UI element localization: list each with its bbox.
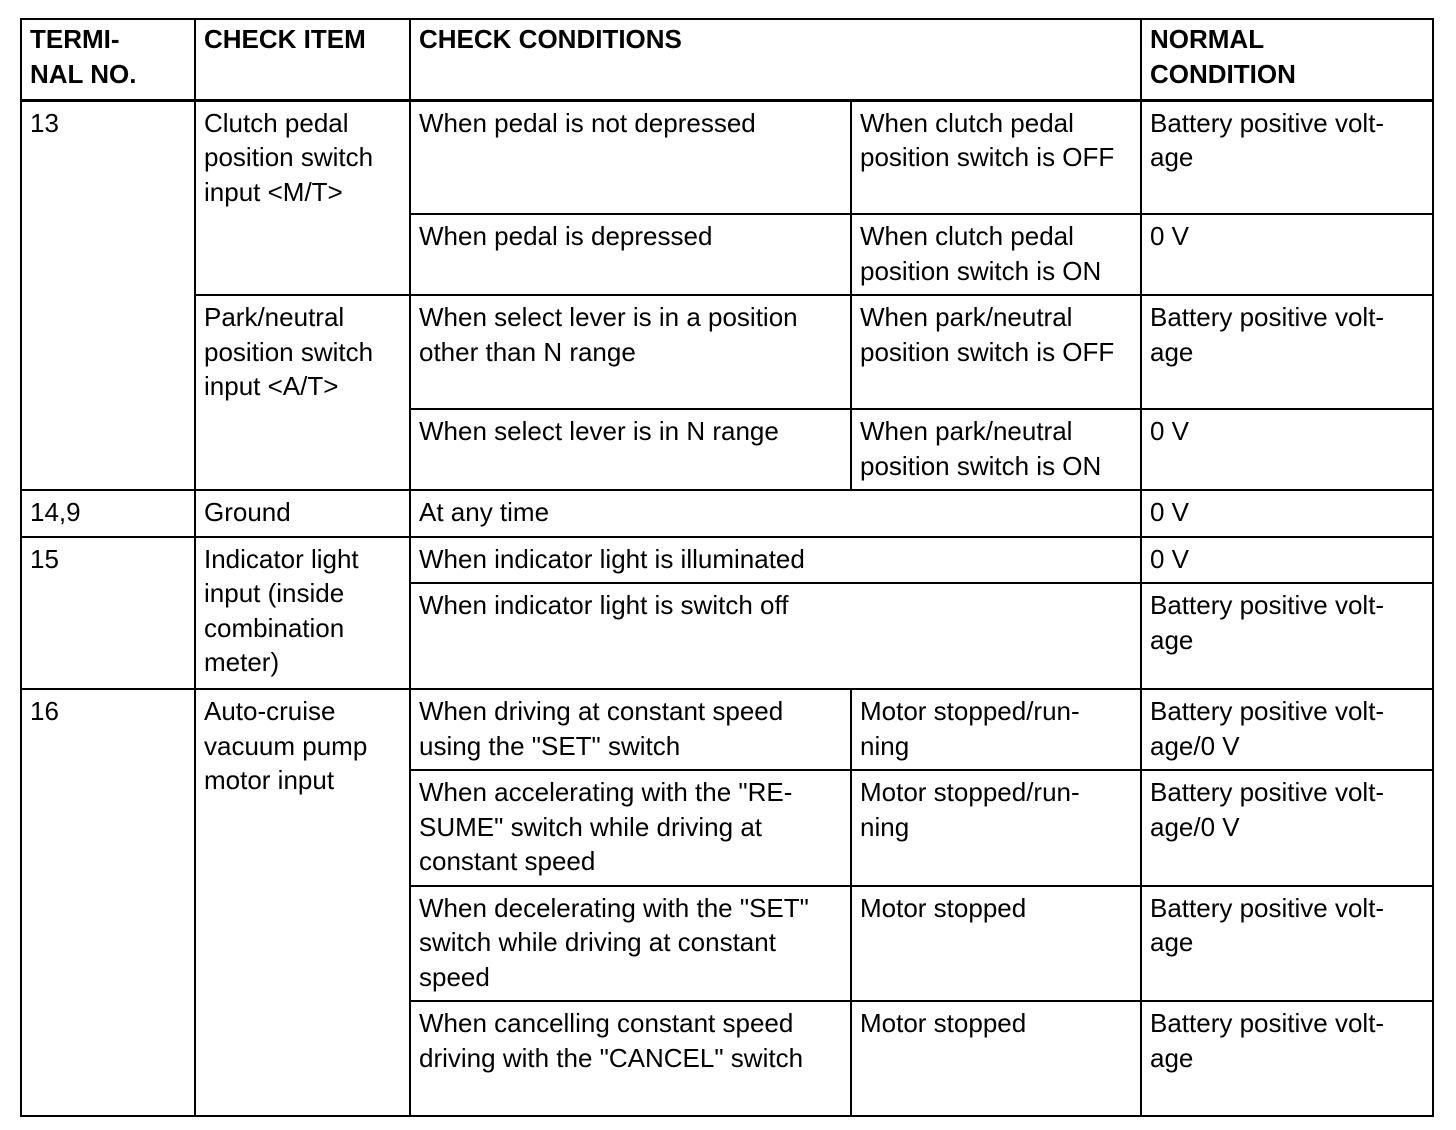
- table-row: [21, 537, 1433, 584]
- check-item-cell: Clutch pedal position switch input <M/T>: [195, 100, 410, 295]
- condition-cell: When pedal is depressed: [410, 214, 851, 295]
- normal-cell: Battery positive volt- age: [1141, 100, 1433, 214]
- state-cell: Motor stopped/run- ning: [851, 770, 1141, 886]
- state-cell: When clutch pedal position switch is ON: [851, 214, 1141, 295]
- normal-cell: Battery positive volt- age: [1141, 1001, 1433, 1116]
- table-row: [21, 490, 1433, 537]
- normal-cell: Battery positive volt- age/0 V: [1141, 770, 1433, 886]
- check-item-cell: Ground: [195, 490, 410, 537]
- normal-cell: Battery positive volt- age: [1141, 886, 1433, 1002]
- table-row: [21, 689, 1433, 770]
- condition-cell: When accelerating with the "RE- SUME" switch while driving at constant speed: [410, 770, 851, 886]
- state-cell: When park/neutral position switch is ON: [851, 409, 1141, 490]
- normal-cell: 0 V: [1141, 409, 1433, 490]
- normal-cell: 0 V: [1141, 537, 1433, 584]
- condition-cell: When cancelling constant speed driving with the "CANCEL" switch: [410, 1001, 851, 1116]
- check-item-cell: Indicator light input (inside combination meter): [195, 537, 410, 690]
- header-check-item: CHECK ITEM: [195, 19, 410, 100]
- state-cell: Motor stopped: [851, 886, 1141, 1002]
- normal-cell: Battery positive volt- age/0 V: [1141, 689, 1433, 770]
- state-cell: When clutch pedal position switch is OFF: [851, 100, 1141, 214]
- header-row: [21, 19, 1433, 100]
- state-cell: When park/neutral position switch is OFF: [851, 295, 1141, 409]
- terminal-cell: 16: [21, 689, 195, 1116]
- normal-cell: Battery positive volt- age: [1141, 295, 1433, 409]
- terminal-cell: 14,9: [21, 490, 195, 537]
- state-cell: Motor stopped/run- ning: [851, 689, 1141, 770]
- table-row: [21, 295, 1433, 409]
- header-check-conditions: CHECK CONDITIONS: [410, 19, 1141, 100]
- state-cell: Motor stopped: [851, 1001, 1141, 1116]
- condition-cell: When select lever is in a position other than N range: [410, 295, 851, 409]
- check-item-cell: Auto-cruise vacuum pump motor input: [195, 689, 410, 1116]
- terminal-cell: 13: [21, 100, 195, 490]
- condition-cell: When driving at constant speed using the "SET" switch: [410, 689, 851, 770]
- condition-cell: When pedal is not depressed: [410, 100, 851, 214]
- header-terminal-no: TERMI- NAL NO.: [21, 19, 195, 100]
- terminal-cell: 15: [21, 537, 195, 690]
- table-row: [21, 100, 1433, 214]
- normal-cell: Battery positive volt- age: [1141, 583, 1433, 689]
- condition-cell: When select lever is in N range: [410, 409, 851, 490]
- condition-cell: When indicator light is switch off: [410, 583, 1141, 689]
- condition-cell: When decelerating with the "SET" switch while driving at constant speed: [410, 886, 851, 1002]
- normal-cell: 0 V: [1141, 490, 1433, 537]
- check-table: [20, 18, 1434, 1117]
- check-item-cell: Park/neutral position switch input <A/T>: [195, 295, 410, 490]
- condition-cell: At any time: [410, 490, 1141, 537]
- condition-cell: When indicator light is illuminated: [410, 537, 1141, 584]
- header-normal-condition: NORMAL CONDITION: [1141, 19, 1433, 100]
- normal-cell: 0 V: [1141, 214, 1433, 295]
